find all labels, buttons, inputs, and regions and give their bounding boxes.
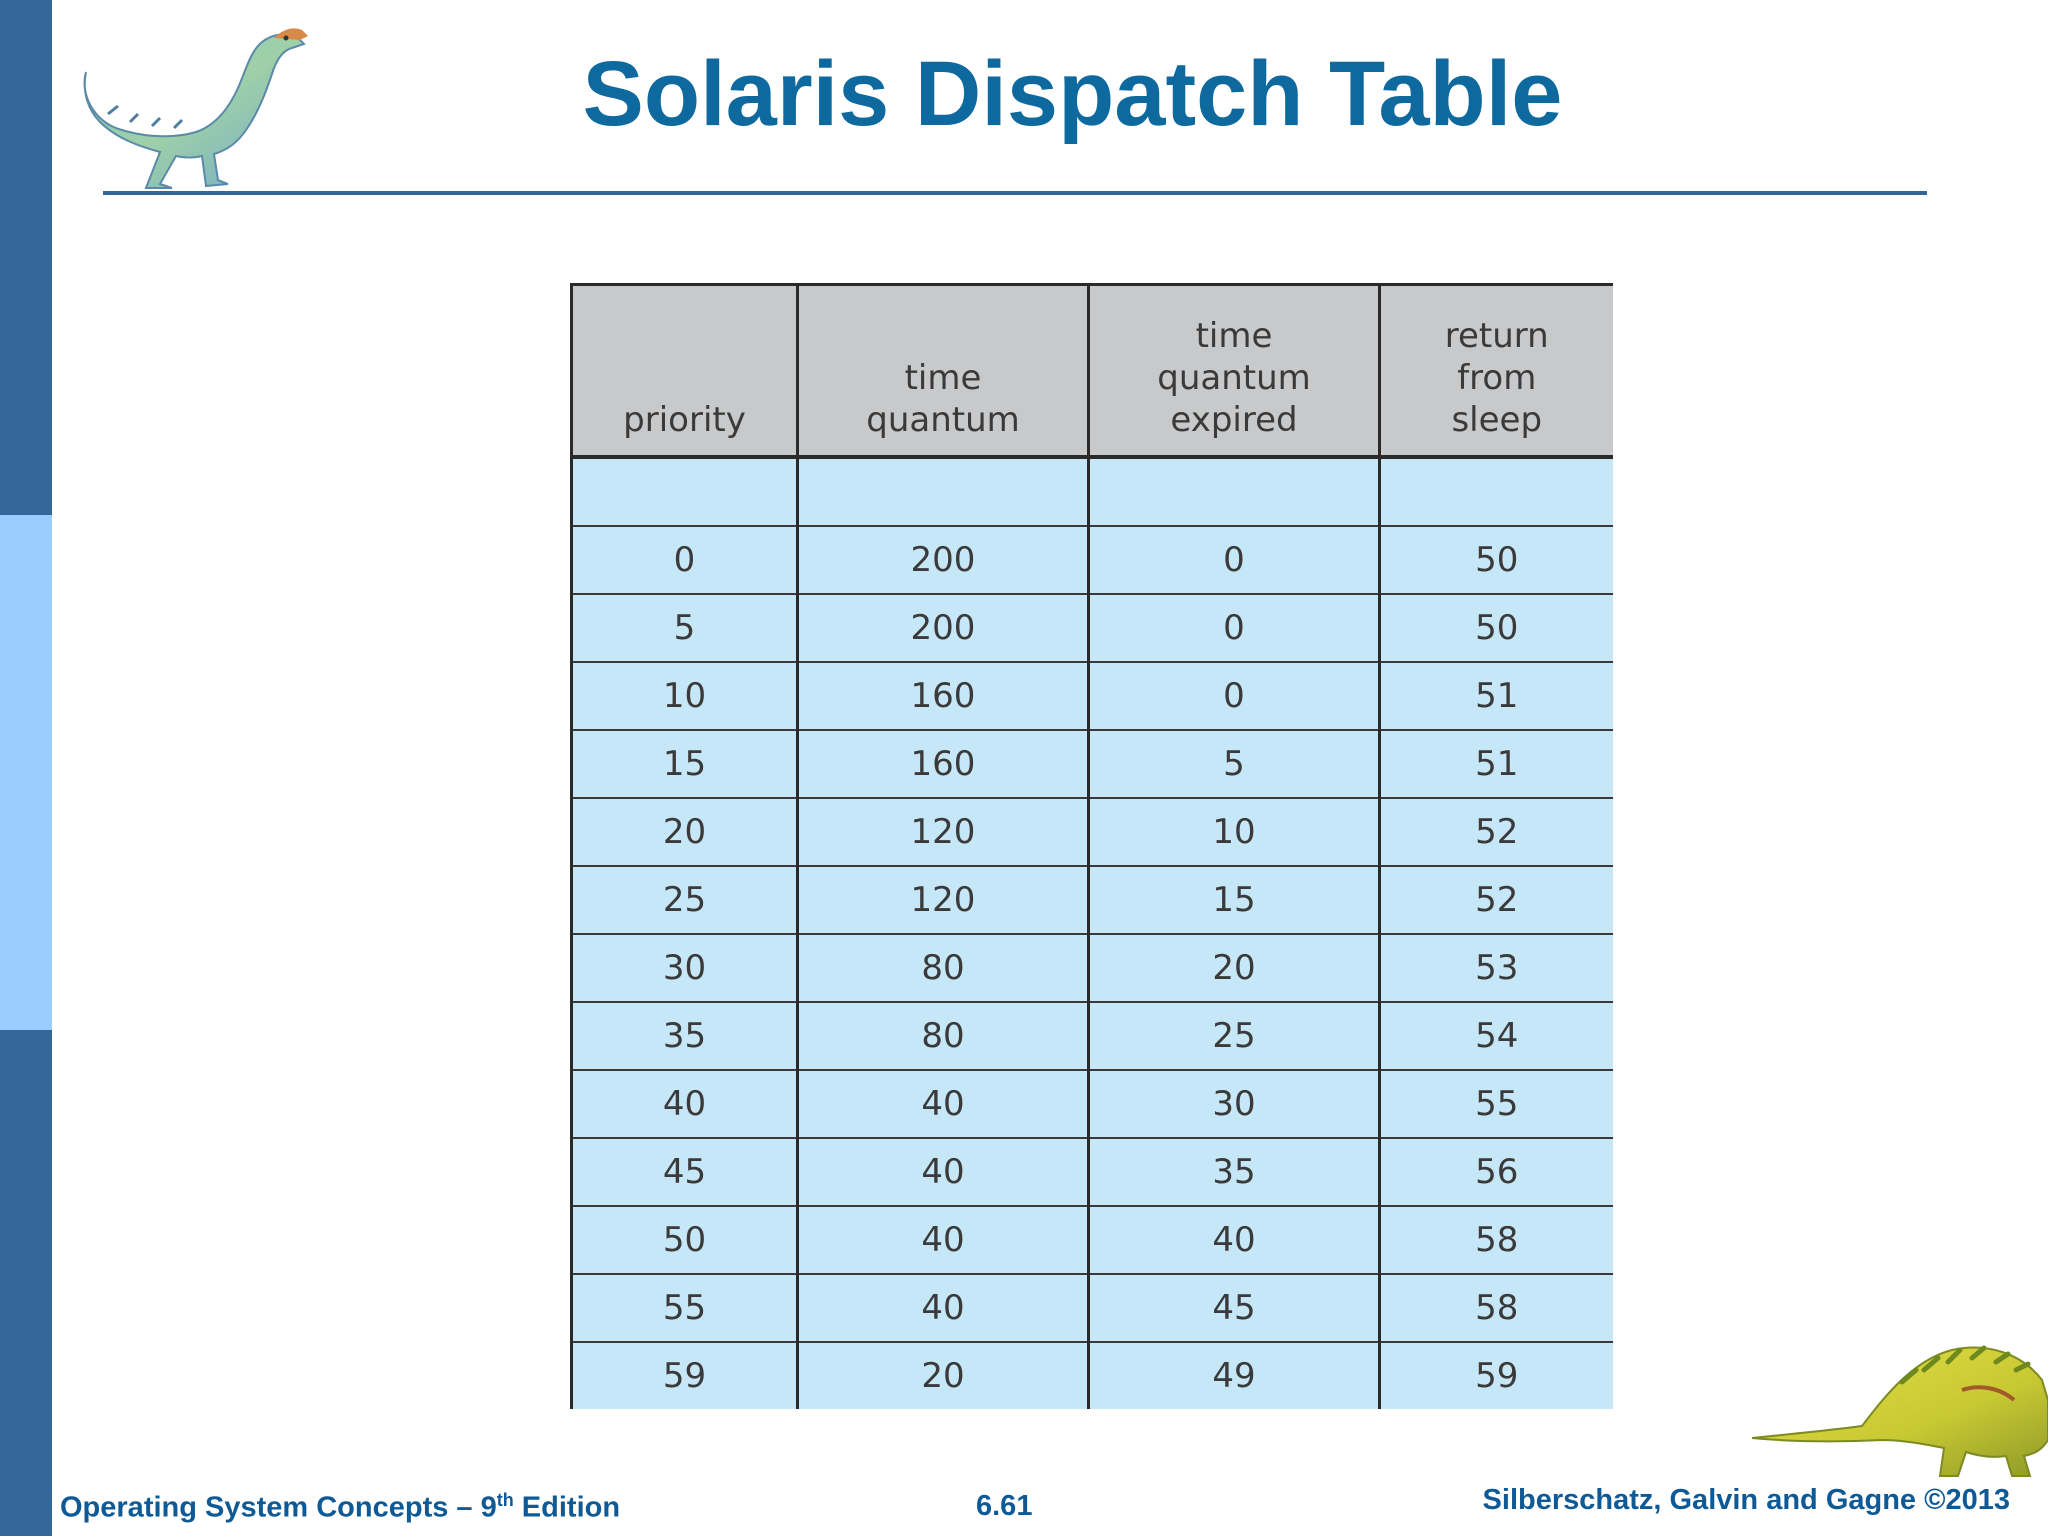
header-separator [572,457,1613,526]
header-line: sleep [1451,400,1543,440]
table-cell: 5 [572,594,798,662]
table-cell: 30 [572,934,798,1002]
header-line: return [1444,316,1549,356]
table-cell: 200 [798,526,1089,594]
table-row [572,1070,1613,1138]
separator-cell [1380,457,1613,526]
table-row [572,1206,1613,1274]
footer-copyright: Silberschatz, Galvin and Gagne ©2013 [1482,1484,2010,1516]
table-cell: 55 [572,1274,798,1342]
table-cell: 20 [1089,934,1380,1002]
header-line: from [1457,358,1537,398]
table-cell: 0 [1089,526,1380,594]
table-cell: 40 [798,1274,1089,1342]
table-cell: 30 [1089,1070,1380,1138]
header-time-quantum [798,285,1089,458]
table-cell: 80 [798,934,1089,1002]
header-time-quantum-expired [1089,285,1380,458]
separator-cell [572,457,798,526]
table-cell: 49 [1089,1342,1380,1409]
header-line: expired [1170,400,1298,440]
header-return-from-sleep [1380,285,1613,458]
table-cell: 40 [572,1070,798,1138]
table-cell: 200 [798,594,1089,662]
table-row [572,1138,1613,1206]
footer-book-suffix: Edition [513,1491,621,1524]
table-cell: 56 [1380,1138,1613,1206]
sidebar-band-middle [0,515,52,1030]
header-priority [572,285,798,458]
dinosaur-icon [1752,1330,2048,1480]
table-cell: 52 [1380,866,1613,934]
table-cell: 160 [798,662,1089,730]
title-divider [103,191,1927,195]
table-cell: 50 [1380,594,1613,662]
table-cell: 10 [1089,798,1380,866]
table-cell: 52 [1380,798,1613,866]
table-cell: 5 [1089,730,1380,798]
table-cell: 40 [798,1206,1089,1274]
table-cell: 53 [1380,934,1613,1002]
table-row [572,866,1613,934]
table-header-row [572,285,1613,458]
table-cell: 20 [572,798,798,866]
table-cell: 25 [572,866,798,934]
table-cell: 35 [572,1002,798,1070]
table-cell: 45 [572,1138,798,1206]
table-cell: 59 [572,1342,798,1409]
table-cell: 45 [1089,1274,1380,1342]
table-cell: 20 [798,1342,1089,1409]
table-cell: 35 [1089,1138,1380,1206]
footer-book-title [60,1490,620,1525]
table-row [572,1002,1613,1070]
table-cell: 55 [1380,1070,1613,1138]
table-cell: 10 [572,662,798,730]
footer-book-prefix: Operating System Concepts – 9 [60,1491,497,1524]
table-row [572,1274,1613,1342]
table-cell: 40 [798,1070,1089,1138]
sidebar-band-top [0,0,52,515]
table-row [572,730,1613,798]
table-cell: 160 [798,730,1089,798]
table-cell: 15 [1089,866,1380,934]
header-line: priority [623,400,746,440]
dispatch-table [570,283,1613,1409]
table-row [572,662,1613,730]
slide-title: Solaris Dispatch Table [582,43,1563,145]
table-cell: 120 [798,866,1089,934]
table-cell: 40 [1089,1206,1380,1274]
sidebar-band-bottom [0,1030,52,1536]
table-row [572,526,1613,594]
table-row [572,798,1613,866]
table-row [572,934,1613,1002]
table-cell: 59 [1380,1342,1613,1409]
table-cell: 50 [1380,526,1613,594]
table-row [572,1342,1613,1409]
table-cell: 25 [1089,1002,1380,1070]
table-cell: 15 [572,730,798,798]
table-cell: 50 [572,1206,798,1274]
table-cell: 120 [798,798,1089,866]
table-cell: 54 [1380,1002,1613,1070]
header-line: quantum [1157,358,1311,398]
footer-page-number: 6.61 [976,1490,1033,1522]
table-cell: 58 [1380,1206,1613,1274]
separator-cell [1089,457,1380,526]
table-cell: 0 [1089,662,1380,730]
header-line: quantum [866,400,1020,440]
header-line: time [904,358,982,398]
table-cell: 58 [1380,1274,1613,1342]
table-cell: 40 [798,1138,1089,1206]
table-cell: 51 [1380,730,1613,798]
header-line: time [1195,316,1273,356]
table-cell: 51 [1380,662,1613,730]
separator-cell [798,457,1089,526]
table-body [572,457,1613,1409]
table-cell: 0 [572,526,798,594]
table-cell: 80 [798,1002,1089,1070]
table-cell: 0 [1089,594,1380,662]
table-row [572,594,1613,662]
dinosaur-icon [78,14,318,194]
footer-book-sup: th [496,1490,514,1510]
